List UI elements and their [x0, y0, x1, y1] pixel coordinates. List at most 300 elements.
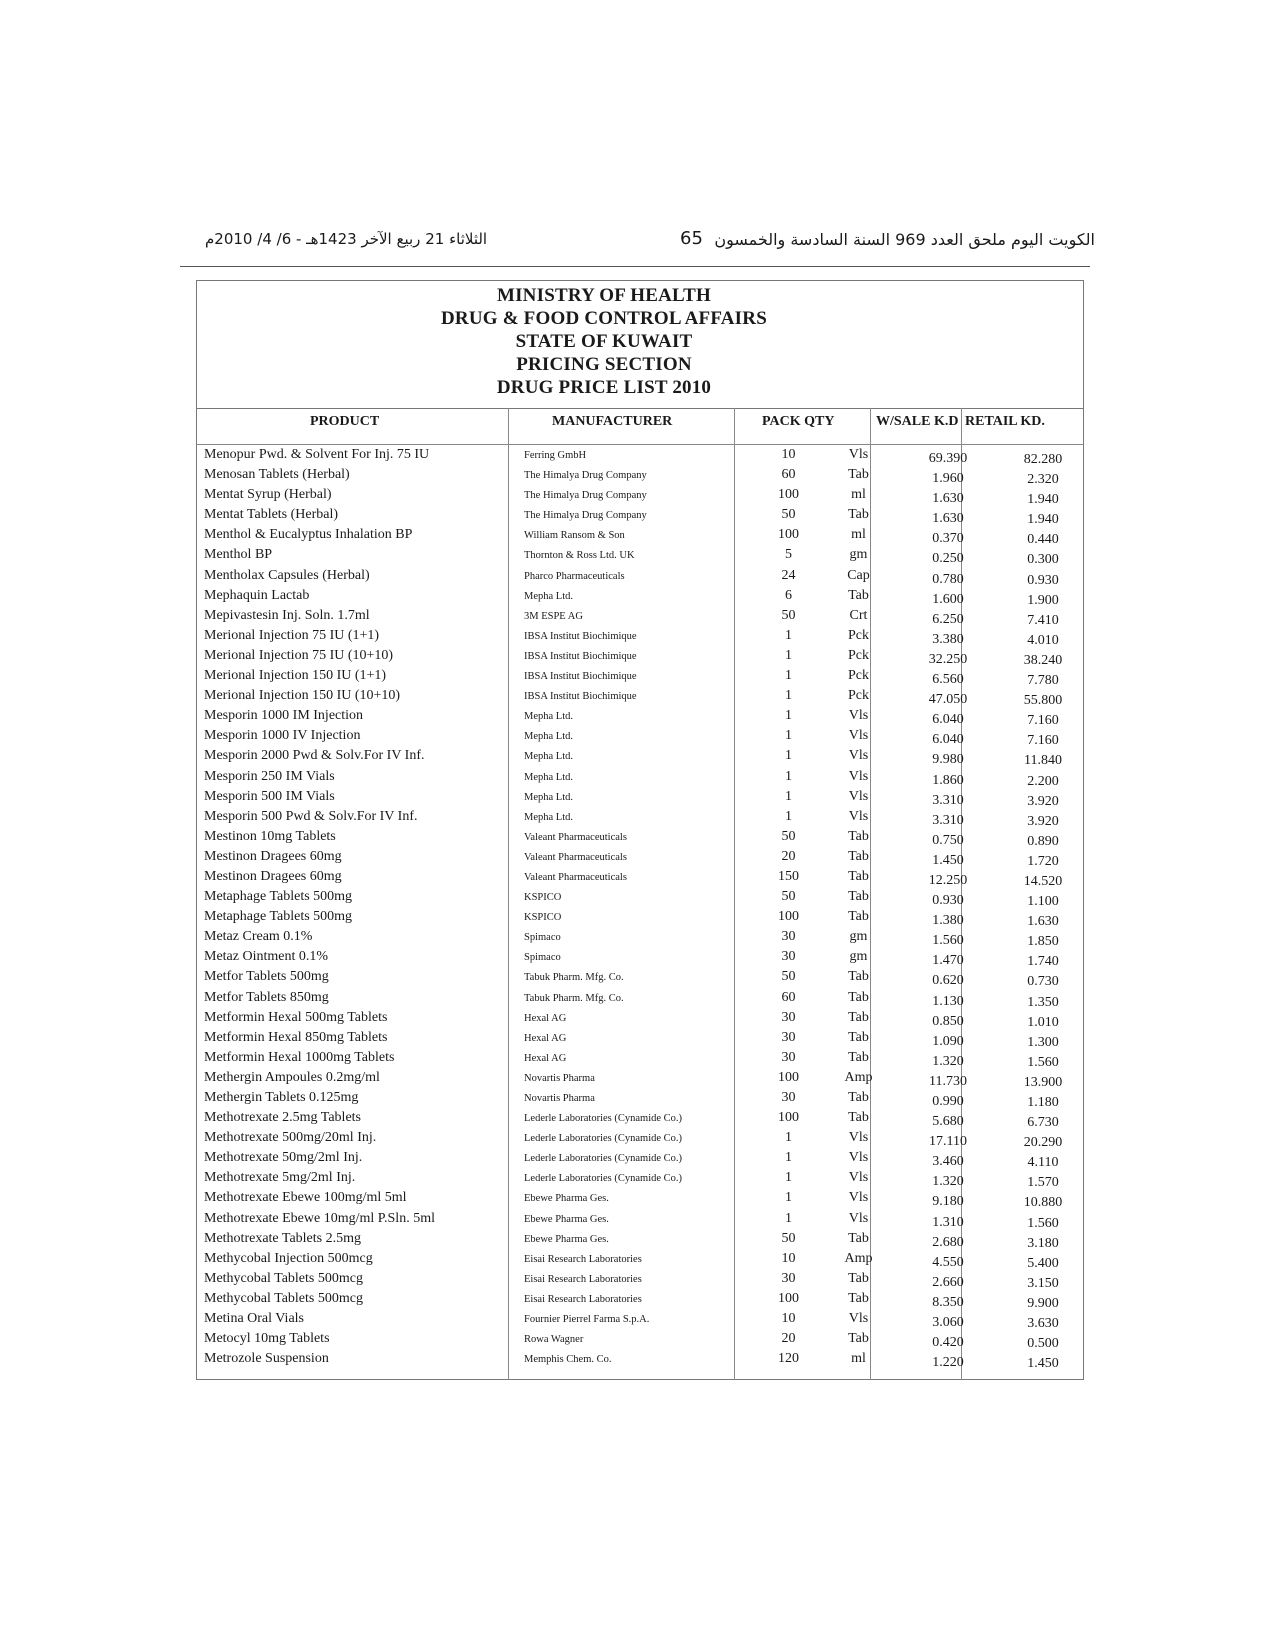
pack-unit: Cap: [847, 567, 870, 583]
table-row: [196, 747, 1084, 767]
product-name: Merional Injection 150 IU (1+1): [204, 668, 387, 684]
header-date: الثلاثاء 21 ربيع الآخر 1423هـ - 6/ 4/ 2010م: [205, 230, 488, 248]
product-name: Menopur Pwd. & Solvent For Inj. 75 IU: [204, 447, 430, 462]
manufacturer-name: Ferring GmbH: [524, 450, 587, 461]
pack-unit: gm: [849, 547, 868, 563]
table-row: [196, 989, 1084, 1009]
pack-quantity: 50: [781, 889, 796, 905]
pack-unit: Vls: [848, 788, 869, 804]
pack-quantity: 100: [778, 1110, 799, 1126]
pack-quantity: 100: [778, 909, 799, 925]
wholesale-price: 0.850: [932, 1013, 964, 1029]
manufacturer-name: Lederle Laboratories (Cynamide Co.): [524, 1113, 683, 1125]
table-row: [196, 948, 1084, 968]
table-row: [196, 486, 1084, 506]
retail-price: 1.740: [1027, 954, 1059, 970]
wholesale-price: 1.470: [932, 953, 964, 969]
pack-quantity: 24: [781, 567, 796, 583]
product-name: Menosan Tablets (Herbal): [204, 467, 350, 483]
wholesale-price: 1.600: [932, 591, 964, 607]
manufacturer-name: IBSA Institut Biochimique: [524, 671, 637, 683]
retail-price: 11.840: [1024, 753, 1062, 769]
header-row-divider: [196, 444, 1084, 445]
retail-price: 1.350: [1027, 994, 1059, 1010]
manufacturer-name: Hexal AG: [524, 1012, 567, 1024]
retail-price: 0.300: [1027, 552, 1059, 568]
pack-unit: Tab: [848, 1029, 869, 1045]
pack-quantity: 1: [785, 708, 792, 724]
pack-unit: Vls: [848, 768, 869, 784]
wholesale-price: 69.390: [928, 451, 968, 466]
retail-price: 1.940: [1027, 512, 1059, 528]
manufacturer-name: Mepha Ltd.: [524, 711, 573, 723]
retail-price: 38.240: [1023, 652, 1063, 668]
pack-unit: Tab: [848, 828, 869, 844]
table-row: [196, 1169, 1084, 1189]
table-row: [196, 1270, 1084, 1290]
retail-price: 4.010: [1027, 632, 1059, 648]
retail-price: 3.630: [1027, 1316, 1059, 1332]
retail-price: 1.100: [1027, 894, 1059, 910]
pack-unit: Vls: [848, 708, 869, 724]
pack-unit: Pck: [848, 627, 869, 643]
wholesale-price: 3.060: [932, 1315, 964, 1331]
retail-price: 1.560: [1027, 1215, 1059, 1231]
wholesale-price: 0.370: [932, 531, 964, 547]
table-row: [196, 587, 1084, 607]
table-row: [196, 928, 1084, 948]
table-row: [196, 1250, 1084, 1270]
pack-unit: Vls: [848, 1130, 869, 1146]
table-row: [196, 506, 1084, 526]
pack-unit: Tab: [848, 1090, 869, 1105]
wholesale-price: 9.980: [932, 752, 964, 768]
table-row: [196, 567, 1084, 587]
manufacturer-name: Ebewe Pharma Ges.: [524, 1193, 609, 1205]
product-name: Mentat Tablets (Herbal): [204, 507, 339, 523]
pack-quantity: 50: [781, 507, 796, 523]
pack-unit: Tab: [848, 467, 869, 483]
pack-unit: Vls: [848, 1190, 869, 1206]
wholesale-price: 1.320: [932, 1174, 964, 1190]
product-name: Methycobal Tablets 500mcg: [204, 1270, 363, 1286]
manufacturer-name: William Ransom & Son: [524, 530, 625, 542]
table-row: [196, 1089, 1084, 1109]
title-line-ministry: MINISTRY OF HEALTH: [496, 285, 712, 306]
product-name: Metaz Ointment 0.1%: [204, 949, 329, 965]
table-row: [196, 1129, 1084, 1149]
table-row: [196, 1149, 1084, 1169]
pack-unit: ml: [851, 527, 866, 543]
page-number: 65: [680, 228, 703, 249]
manufacturer-name: 3M ESPE AG: [524, 610, 583, 622]
retail-price: 14.520: [1023, 873, 1063, 889]
retail-price: 3.150: [1027, 1275, 1059, 1291]
wholesale-price: 6.560: [932, 672, 964, 688]
pack-unit: Tab: [848, 1331, 869, 1347]
table-row: [196, 1350, 1084, 1370]
table-row: [196, 1230, 1084, 1250]
retail-price: 1.450: [1027, 1356, 1059, 1372]
wholesale-price: 1.130: [932, 993, 964, 1009]
manufacturer-name: KSPICO: [524, 892, 562, 904]
product-name: Merional Injection 150 IU (10+10): [204, 688, 401, 704]
product-name: Methotrexate 500mg/20ml Inj.: [204, 1130, 377, 1146]
pack-quantity: 10: [781, 447, 796, 462]
manufacturer-name: Lederle Laboratories (Cynamide Co.): [524, 1133, 683, 1145]
retail-price: 7.160: [1027, 733, 1059, 749]
pack-quantity: 1: [785, 748, 792, 764]
product-name: Merional Injection 75 IU (1+1): [204, 627, 380, 643]
pack-quantity: 120: [778, 1351, 799, 1367]
product-name: Methycobal Tablets 500mcg: [204, 1290, 363, 1306]
pack-unit: Tab: [848, 1270, 869, 1286]
retail-price: 7.780: [1027, 673, 1059, 689]
pack-quantity: 1: [785, 1170, 792, 1186]
table-row: [196, 466, 1084, 486]
pack-quantity: 150: [778, 868, 799, 884]
pack-unit: Vls: [848, 1210, 869, 1226]
table-row: [196, 1189, 1084, 1209]
retail-price: 1.560: [1027, 1054, 1059, 1070]
pack-quantity: 1: [785, 1150, 792, 1166]
manufacturer-name: Mepha Ltd.: [524, 751, 573, 763]
manufacturer-name: Eisai Research Laboratories: [524, 1253, 642, 1265]
manufacturer-name: Mepha Ltd.: [524, 771, 573, 783]
product-name: Metfor Tablets 850mg: [204, 989, 329, 1005]
table-row: [196, 888, 1084, 908]
wholesale-price: 11.730: [929, 1073, 967, 1089]
pack-quantity: 30: [781, 1270, 796, 1286]
pack-unit: Vls: [848, 1311, 869, 1327]
table-row: [196, 1330, 1084, 1350]
product-name: Metocyl 10mg Tablets: [204, 1331, 330, 1347]
wholesale-price: 0.930: [932, 893, 964, 909]
wholesale-price: 12.250: [928, 872, 968, 888]
wholesale-price: 8.350: [932, 1294, 964, 1310]
manufacturer-name: Spimaco: [524, 952, 561, 964]
pack-unit: gm: [849, 929, 868, 945]
manufacturer-name: Fournier Pierrel Farma S.p.A.: [524, 1314, 650, 1326]
retail-price: 1.940: [1027, 492, 1059, 508]
pack-unit: Vls: [848, 447, 869, 462]
manufacturer-name: The Himalya Drug Company: [524, 470, 647, 482]
pack-quantity: 60: [781, 989, 796, 1005]
table-row: [196, 446, 1084, 466]
product-name: Metformin Hexal 1000mg Tablets: [204, 1049, 395, 1065]
manufacturer-name: The Himalya Drug Company: [524, 510, 647, 522]
retail-price: 1.720: [1027, 853, 1059, 869]
pack-quantity: 100: [778, 1290, 799, 1306]
product-name: Methycobal Injection 500mcg: [204, 1250, 373, 1266]
table-row: [196, 1029, 1084, 1049]
manufacturer-name: Novartis Pharma: [524, 1072, 595, 1084]
wholesale-price: 6.250: [932, 611, 964, 627]
pack-unit: Tab: [848, 848, 869, 864]
retail-price: 4.110: [1027, 1155, 1059, 1171]
pack-quantity: 30: [781, 929, 796, 945]
pack-unit: Tab: [848, 587, 869, 603]
product-name: Metaphage Tablets 500mg: [204, 889, 353, 905]
product-name: Metformin Hexal 850mg Tablets: [204, 1029, 388, 1045]
wholesale-price: 47.050: [928, 692, 968, 708]
pack-unit: Tab: [848, 989, 869, 1005]
manufacturer-name: Ebewe Pharma Ges.: [524, 1213, 609, 1225]
table-row: [196, 667, 1084, 687]
retail-price: 6.730: [1027, 1115, 1059, 1131]
wholesale-price: 0.750: [932, 832, 964, 848]
manufacturer-name: Pharco Pharmaceuticals: [524, 570, 625, 582]
table-row: [196, 1049, 1084, 1069]
retail-price: 7.160: [1027, 713, 1059, 729]
retail-price: 20.290: [1023, 1135, 1063, 1151]
wholesale-price: 1.630: [932, 491, 964, 507]
manufacturer-name: Thornton & Ross Ltd. UK: [524, 550, 635, 562]
retail-price: 0.890: [1027, 833, 1059, 849]
retail-price: 2.200: [1027, 773, 1059, 789]
retail-price: 9.900: [1027, 1295, 1059, 1311]
retail-price: 10.880: [1023, 1195, 1063, 1211]
manufacturer-name: Novartis Pharma: [524, 1093, 595, 1104]
pack-quantity: 50: [781, 969, 796, 985]
product-name: Mentholax Capsules (Herbal): [204, 567, 370, 583]
title-line-section: PRICING SECTION: [516, 354, 692, 375]
wholesale-price: 2.680: [932, 1234, 964, 1250]
pack-quantity: 1: [785, 1190, 792, 1206]
product-name: Methotrexate Tablets 2.5mg: [204, 1230, 362, 1246]
pack-quantity: 1: [785, 668, 792, 684]
pack-quantity: 30: [781, 1009, 796, 1025]
retail-price: 0.930: [1027, 572, 1059, 588]
table-row: [196, 1310, 1084, 1330]
table-row: [196, 788, 1084, 808]
product-name: Mentat Syrup (Herbal): [204, 487, 332, 503]
product-name: Mestinon Dragees 60mg: [204, 868, 342, 884]
product-name: Methotrexate 2.5mg Tablets: [204, 1110, 362, 1126]
pack-unit: Tab: [848, 889, 869, 905]
table-row: [196, 868, 1084, 888]
wholesale-price: 17.110: [929, 1134, 967, 1150]
table-row: [196, 968, 1084, 988]
col-header-wsale: W/SALE K.D: [876, 414, 959, 429]
product-name: Metformin Hexal 500mg Tablets: [204, 1009, 388, 1025]
pack-quantity: 100: [778, 487, 799, 503]
wholesale-price: 4.550: [932, 1254, 964, 1270]
wholesale-price: 5.680: [932, 1114, 964, 1130]
wholesale-price: 32.250: [928, 651, 968, 667]
pack-quantity: 20: [781, 848, 796, 864]
wholesale-price: 6.040: [932, 712, 964, 728]
wholesale-price: 3.310: [932, 812, 964, 828]
manufacturer-name: IBSA Institut Biochimique: [524, 691, 637, 703]
retail-price: 1.010: [1027, 1014, 1059, 1030]
pack-quantity: 6: [785, 587, 792, 603]
table-row: [196, 526, 1084, 546]
wholesale-price: 6.040: [932, 732, 964, 748]
title-line-list: DRUG PRICE LIST 2010: [496, 377, 712, 398]
table-row: [196, 768, 1084, 788]
retail-price: 82.280: [1023, 452, 1063, 467]
col-header-manufacturer: MANUFACTURER: [552, 414, 673, 429]
pack-unit: Vls: [848, 748, 869, 764]
wholesale-price: 1.560: [932, 933, 964, 949]
product-name: Methotrexate Ebewe 10mg/ml P.Sln. 5ml: [204, 1210, 435, 1226]
pack-unit: Tab: [848, 1049, 869, 1065]
retail-price: 0.730: [1027, 974, 1059, 990]
pack-quantity: 30: [781, 1090, 796, 1105]
pack-quantity: 1: [785, 808, 792, 824]
table-row: [196, 727, 1084, 747]
product-name: Methotrexate 50mg/2ml Inj.: [204, 1150, 363, 1166]
pack-unit: Vls: [848, 1170, 869, 1186]
retail-price: 55.800: [1023, 693, 1063, 709]
pack-unit: Pck: [848, 688, 869, 704]
wholesale-price: 0.420: [932, 1335, 964, 1351]
table-row: [196, 1069, 1084, 1089]
retail-price: 3.920: [1027, 813, 1059, 829]
table-row: [196, 808, 1084, 828]
manufacturer-name: Lederle Laboratories (Cynamide Co.): [524, 1153, 683, 1165]
pack-unit: Tab: [848, 969, 869, 985]
wholesale-price: 3.380: [932, 631, 964, 647]
wholesale-price: 0.990: [932, 1094, 964, 1109]
product-name: Methotrexate Ebewe 100mg/ml 5ml: [204, 1190, 407, 1206]
wholesale-price: 2.660: [932, 1274, 964, 1290]
wholesale-price: 1.220: [932, 1355, 964, 1371]
title-block: [196, 284, 1084, 399]
title-line-state: STATE OF KUWAIT: [515, 331, 693, 352]
table-row: [196, 1210, 1084, 1230]
product-name: Metfor Tablets 500mg: [204, 969, 329, 985]
pack-unit: Pck: [848, 647, 869, 663]
pack-quantity: 100: [778, 1069, 799, 1085]
pack-unit: Vls: [848, 808, 869, 824]
retail-price: 0.500: [1027, 1336, 1059, 1352]
manufacturer-name: Eisai Research Laboratories: [524, 1293, 642, 1305]
product-name: Mesporin 500 Pwd & Solv.For IV Inf.: [204, 808, 418, 824]
table-row: [196, 627, 1084, 647]
table-row: [196, 908, 1084, 928]
product-name: Merional Injection 75 IU (10+10): [204, 647, 394, 663]
gazette-header: [175, 222, 1095, 252]
pack-quantity: 1: [785, 728, 792, 744]
pack-quantity: 10: [781, 1250, 796, 1266]
retail-price: 1.300: [1027, 1034, 1059, 1050]
product-name: Metaphage Tablets 500mg: [204, 909, 353, 925]
product-name: Mesporin 1000 IV Injection: [204, 728, 361, 744]
wholesale-price: 0.250: [932, 551, 964, 567]
manufacturer-name: Ebewe Pharma Ges.: [524, 1233, 609, 1245]
pack-unit: gm: [849, 949, 868, 965]
table-row: [196, 647, 1084, 667]
manufacturer-name: Lederle Laboratories (Cynamide Co.): [524, 1173, 683, 1185]
product-name: Mestinon 10mg Tablets: [204, 828, 336, 844]
manufacturer-name: Mepha Ltd.: [524, 590, 573, 602]
retail-price: 1.850: [1027, 934, 1059, 950]
header-divider: [180, 266, 1090, 267]
pack-unit: ml: [851, 1351, 866, 1367]
manufacturer-name: The Himalya Drug Company: [524, 490, 647, 502]
header-publication: الكويت اليوم ملحق العدد 969 السنة السادسة والخمسون: [714, 230, 1095, 249]
product-name: Mesporin 1000 IM Injection: [204, 708, 364, 724]
pack-unit: Amp: [844, 1069, 873, 1085]
retail-price: 13.900: [1023, 1074, 1063, 1090]
pack-quantity: 30: [781, 1049, 796, 1065]
product-name: Methergin Ampoules 0.2mg/ml: [204, 1069, 380, 1085]
title-divider: [196, 408, 1084, 409]
manufacturer-name: Valeant Pharmaceuticals: [524, 831, 627, 843]
retail-price: 1.900: [1027, 592, 1059, 608]
manufacturer-name: Mepha Ltd.: [524, 731, 573, 743]
table-row: [196, 707, 1084, 727]
manufacturer-name: IBSA Institut Biochimique: [524, 630, 637, 642]
pack-unit: Tab: [848, 909, 869, 925]
pack-unit: Tab: [848, 1110, 869, 1126]
product-name: Mephaquin Lactab: [204, 587, 310, 603]
manufacturer-name: IBSA Institut Biochimique: [524, 650, 637, 662]
pack-unit: Tab: [848, 1290, 869, 1306]
wholesale-price: 1.630: [932, 511, 964, 527]
wholesale-price: 1.310: [932, 1214, 964, 1230]
pack-unit: Pck: [848, 668, 869, 684]
wholesale-price: 0.780: [932, 571, 964, 587]
manufacturer-name: Mepha Ltd.: [524, 791, 573, 803]
product-name: Methergin Tablets 0.125mg: [204, 1090, 359, 1105]
wholesale-price: 3.460: [932, 1154, 964, 1170]
pack-quantity: 5: [785, 547, 792, 563]
pack-quantity: 60: [781, 467, 796, 483]
pack-unit: Vls: [848, 728, 869, 744]
wholesale-price: 1.860: [932, 772, 964, 788]
wholesale-price: 9.180: [932, 1194, 964, 1210]
pack-quantity: 1: [785, 627, 792, 643]
table-row: [196, 546, 1084, 566]
pack-unit: ml: [851, 487, 866, 503]
product-name: Mestinon Dragees 60mg: [204, 848, 342, 864]
product-name: Mesporin 2000 Pwd & Solv.For IV Inf.: [204, 748, 425, 764]
pack-quantity: 1: [785, 1130, 792, 1146]
manufacturer-name: Tabuk Pharm. Mfg. Co.: [524, 992, 624, 1004]
manufacturer-name: Valeant Pharmaceuticals: [524, 851, 627, 863]
pack-unit: Tab: [848, 507, 869, 523]
product-name: Metrozole Suspension: [204, 1351, 329, 1367]
wholesale-price: 1.090: [932, 1033, 964, 1049]
manufacturer-name: Spimaco: [524, 932, 561, 944]
table-row: [196, 1009, 1084, 1029]
product-name: Methotrexate 5mg/2ml Inj.: [204, 1170, 356, 1186]
retail-price: 5.400: [1027, 1255, 1059, 1271]
manufacturer-name: Memphis Chem. Co.: [524, 1354, 612, 1366]
product-name: Mepivastesin Inj. Soln. 1.7ml: [204, 607, 370, 623]
retail-price: 2.320: [1027, 472, 1059, 488]
wholesale-price: 1.320: [932, 1053, 964, 1069]
table-row: [196, 1290, 1084, 1310]
product-name: Menthol & Eucalyptus Inhalation BP: [204, 527, 413, 543]
manufacturer-name: Eisai Research Laboratories: [524, 1273, 642, 1285]
wholesale-price: 0.620: [932, 973, 964, 989]
retail-price: 3.920: [1027, 793, 1059, 809]
table-row: [196, 828, 1084, 848]
pack-quantity: 30: [781, 949, 796, 965]
manufacturer-name: Rowa Wagner: [524, 1334, 584, 1346]
table-row: [196, 607, 1084, 627]
retail-price: 1.570: [1027, 1175, 1059, 1191]
wholesale-price: 3.310: [932, 792, 964, 808]
pack-quantity: 20: [781, 1331, 796, 1347]
pack-unit: Vls: [848, 1150, 869, 1166]
wholesale-price: 1.960: [932, 471, 964, 487]
product-name: Metina Oral Vials: [204, 1311, 304, 1327]
